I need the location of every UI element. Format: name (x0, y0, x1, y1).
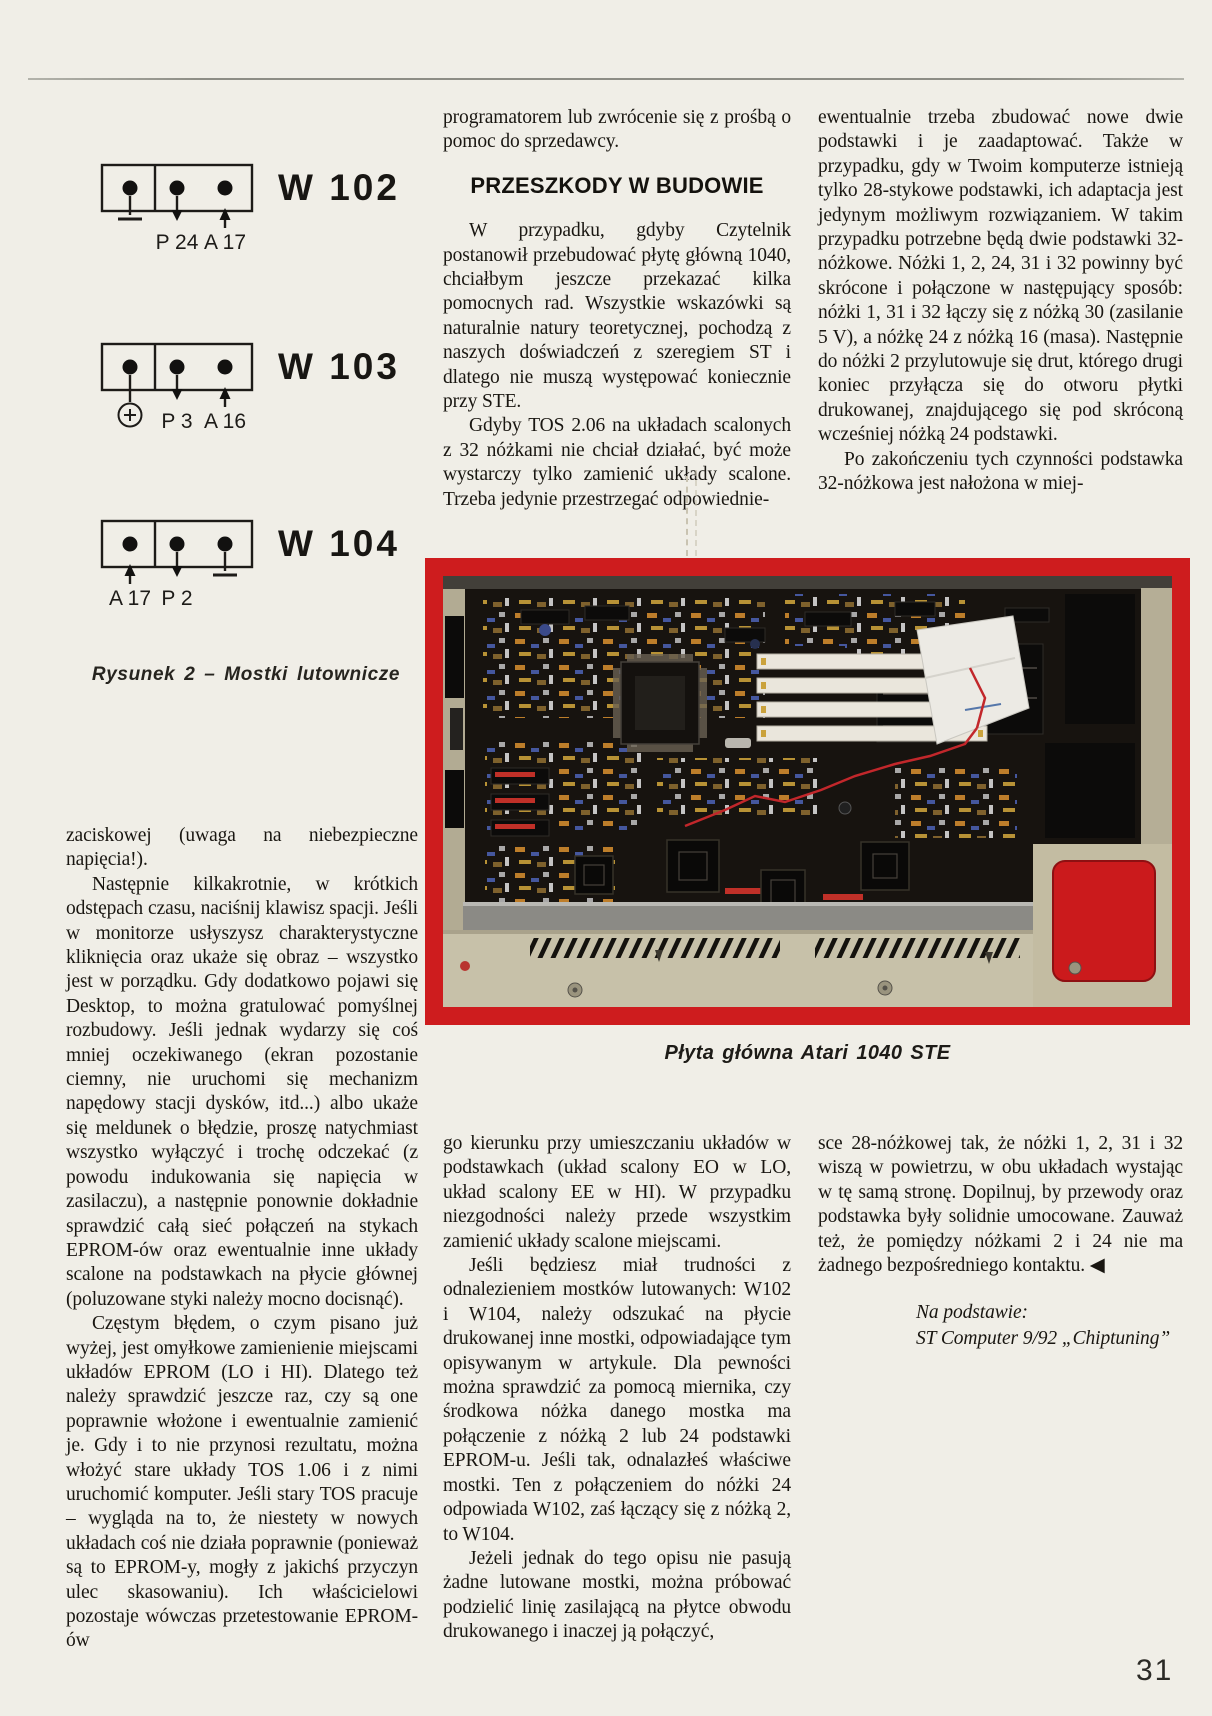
scan-artifact-line (686, 476, 688, 556)
arrow-up-icon (220, 387, 231, 399)
figure-caption: Rysunek 2 – Mostki lutownicze (91, 664, 401, 685)
paragraph: Następnie kilkakrotnie, w krótkich odstępach czasu, naciśnij klawisz spacji. Jeśli w monitorze usłyszysz charakterystyczne kliknięcia oraz ukaże się obraz – wszystko jest w porządku. Gdy dodatkowo pojawi się Desktop, to można gratulować pomyślnej rozbudowy. Jeśli jednak wydarzy się coś mniej oczekiwanego (ekran pozostanie ciemny, nie uruchomi się mechanizm napędowy stacji dysków, itd...) albo ukaże się meldunek o błędzie, proszę natychmiast wszystko wyłączyć i trochę odczekać (z powodu indukowania się napięcia w zasilaczu), a następnie ponownie dokładnie sprawdzić całą sieć połączeń na stykach EPROM-ów oraz ewentualnie inne układy scalone na podstawkach na płycie głównej (poluzowane styki należy mocno docisnąć). (66, 873, 418, 1310)
arrow-down-icon (172, 210, 183, 221)
pin-dot (218, 360, 233, 375)
photo-caption: Płyta główna Atari 1040 STE (664, 1042, 951, 1064)
qfp-chip (613, 654, 707, 752)
diagram-title: W 102 (278, 167, 400, 208)
column-right-top (818, 106, 1183, 497)
paragraph: Częstym błędem, o czym pisano już wyżej, jest omyłkowe zamienienie miejscami układów EPROM (LO i HI). Dlatego też należy sprawdzić jeszcze raz, czy są one poprawnie włożone i ewentualnie zamienić je. Gdy i to nie przynosi rezultatu, można włożyć stare układy TOS 1.06 i z nimi uruchomić komputer. Jeśli stary TOS pracuje – wygląda na to, że niestety w nowych układach coś nie działa poprawnie (ponieważ są to EPROM-y, mogły z jakichś przyczyn ulec skasowaniu). Ich właścicielowi pozostaje wówczas przetestowanie EPROM-ów (66, 1313, 418, 1652)
metal-shield (463, 902, 1073, 932)
connector (445, 616, 464, 698)
diagram-title: W 104 (278, 523, 400, 564)
credit-line: Na podstawie: (916, 1302, 1028, 1324)
paragraph: ewentualnie trzeba zbudować nowe dwie podstawki i je zaadaptować. Także w przypadku, gdy w Twoim komputerze istnieją tylko 28-stykowe podstawki, ich adaptacja jest jedynym możliwym rozwiązaniem. W takim przypadku potrzebne będą dwie podstawki 32-nóżkowe. Nóżki 1, 2, 24, 31 i 32 powinny być skrócone i połączone w następujący sposób: nóżki 1, 31 i 32 łączy się z nóżką 30 (zasilanie 5 V), a nóżkę 24 z nóżką 16 (masa). Następnie do nóżki 2 przylutowuje się drut, którego drugi koniec przyłącza się do otworu płytki drukowanej, znajdującego się pod skróconą wcześniej nóżką 24 podstawki. (818, 107, 1183, 446)
pin-label: A 16 (203, 410, 247, 433)
column-mid-top (443, 106, 791, 512)
source-credit (818, 1300, 1183, 1352)
paragraph: Po zakończeniu tych czynności podstawka 32-nóżkowa jest nałożona w miej- (818, 448, 1183, 495)
paragraph: programatorem lub zwrócenie się z prośbą o pomoc do sprzedawcy. (443, 107, 791, 153)
case-cutout (1033, 844, 1172, 1007)
paragraph: Jeśli będziesz miał trudności z odnalezieniem mostków lutowanych: W102 i W104, należy odszukać na płycie drukowanej inne mostki, odpowiadające tym opisywanym w artykule. Dla pewności można sprawdzić za pomocą miernika, czy środkowa nóżka danego mostka ma połączenie z nóżką 2 lub 24 podstawki EPROM-u. Jeśli tak, odnalazłeś właściwe mostki. Ten z połączeniem do nóżki 24 odpowiada W102, zaś łączący się z nóżką 2, to W104. (443, 1255, 791, 1545)
pin-label: A 17 (203, 231, 247, 254)
pin-dot (170, 360, 185, 375)
pin-label: A 17 (108, 587, 152, 610)
diagram-w103 (86, 328, 426, 468)
pin-dot (218, 537, 233, 552)
section-heading: PRZESZKODY W BUDOWIE (470, 172, 764, 198)
photo-motherboard (425, 558, 1190, 1025)
diagram-w104 (86, 505, 426, 645)
pin-dot (123, 360, 138, 375)
paragraph: sce 28-nóżkowej tak, że nóżki 1, 2, 31 i 32 wiszą w powietrzu, w obu układach wystając w tę samą stronę. Dopilnuj, by przewody oraz podstawka były solidnie umocowane. Zauważ też, że pomiędzy nóżkami 2 i 24 nie ma żadnego bezpośredniego kontaktu. ◀ (818, 1133, 1183, 1277)
credit-line: ST Computer 9/92 „Chiptuning” (916, 1328, 1171, 1350)
paragraph: Jeżeli jednak do tego opisu nie pasują żadne lutowane mostki, można próbować podzielić linię zasilającą na płytce obwodu drukowanego i inaczej ją połączyć, (443, 1547, 791, 1643)
pin-dot (218, 181, 233, 196)
column-left-bottom (66, 824, 418, 1654)
paragraph: W przypadku, gdyby Czytelnik postanowił przebudować płytę główną 1040, chciałbym jeszcze przekazać kilka pomocnych rad. Wszystkie wskazówki są naturalnie natury teoretycznej, pochodzą z naszych doświadczeń z szeregiem ST i dlatego nie muszą występować koniecznie przy STE. (443, 220, 791, 413)
connector (445, 770, 464, 828)
diagram-w102 (86, 149, 426, 289)
paragraph: Gdyby TOS 2.06 na układach scalonych z 32 nóżkami nie chciał działać, być może wystarczy tylko zamienić układy scalone. Trzeba jedynie przestrzegać odpowiednie- (443, 415, 791, 510)
column-right-bottom (818, 1132, 1183, 1352)
arrow-down-icon (172, 389, 183, 400)
arrow-down-icon (172, 566, 183, 577)
top-rule (28, 78, 1184, 80)
page-number: 31 (1136, 1654, 1174, 1687)
diagram-title: W 103 (278, 346, 400, 387)
pin-dot (123, 537, 138, 552)
column-mid-bottom (443, 1132, 791, 1645)
vent-slots (530, 938, 780, 958)
pin-label: P 3 (161, 410, 193, 433)
pin-label: P 2 (161, 587, 193, 610)
scan-artifact-line (695, 470, 697, 556)
pin-label: P 24 (155, 231, 199, 254)
paragraph: go kierunku przy umieszczaniu układów w podstawkach (układ scalony EO w LO, układ scalony EE w HI). W przypadku niezgodności należy przede wszystkim zamienić układy scalone miejscami. (443, 1133, 791, 1252)
paragraph: zaciskowej (uwaga na niebezpieczne napięcia!). (66, 825, 418, 871)
arrow-up-icon (125, 564, 136, 576)
pin-dot (170, 181, 185, 196)
pin-dot (123, 181, 138, 196)
pin-dot (170, 537, 185, 552)
